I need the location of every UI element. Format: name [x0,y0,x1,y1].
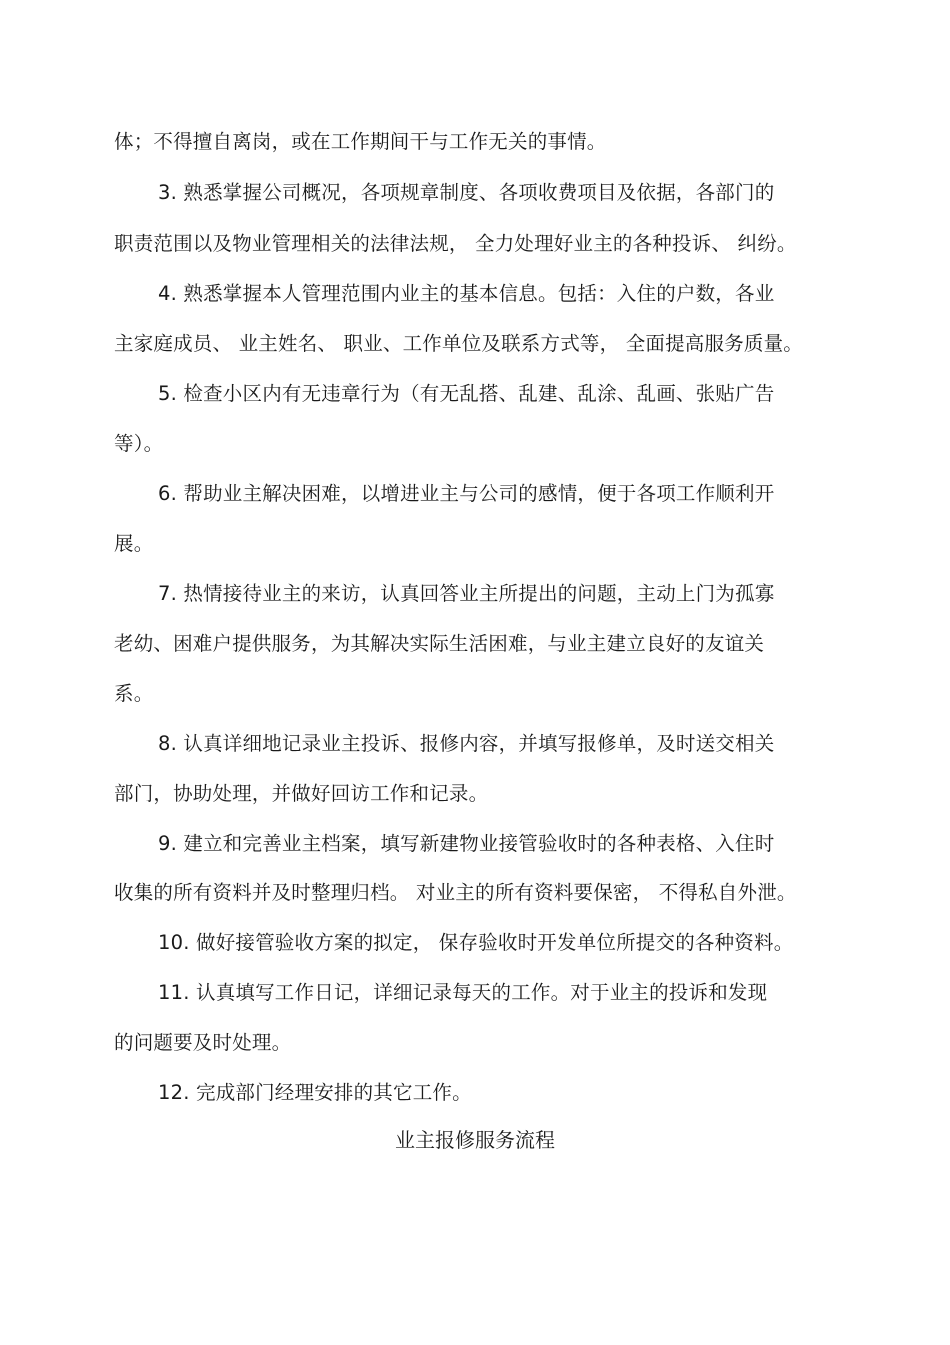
list-item-7-line-2: 老幼、困难户提供服务，为其解决实际生活困难，与业主建立良好的友谊关 [114,632,765,655]
paragraph-line: 体；不得擅自离岗，或在工作期间干与工作无关的事情。 [114,130,607,153]
list-item-9-line-1: 9. 建立和完善业主档案，填写新建物业接管验收时的各种表格、入住时 [158,832,775,855]
list-item-8-line-1: 8. 认真详细地记录业主投诉、报修内容，并填写报修单，及时送交相关 [158,732,775,755]
list-item-9-line-2: 收集的所有资料并及时整理归档。 对业主的所有资料要保密， 不得私自外泄。 [114,881,797,904]
list-item-7-line-3: 系。 [114,682,154,705]
list-item-4-line-1: 4. 熟悉掌握本人管理范围内业主的基本信息。包括：入住的户数，各业 [158,282,775,305]
list-item-7-line-1: 7. 热情接待业主的来访，认真回答业主所提出的问题，主动上门为孤寡 [158,582,775,605]
list-item-12-line-1: 12. 完成部门经理安排的其它工作。 [158,1081,472,1104]
list-item-10-line-1: 10. 做好接管验收方案的拟定， 保存验收时开发单位所提交的各种资料。 [158,931,794,954]
list-item-11-line-2: 的问题要及时处理。 [114,1031,292,1054]
list-item-6-line-2: 展。 [114,532,154,555]
list-item-3-line-2: 职责范围以及物业管理相关的法律法规， 全力处理好业主的各种投诉、 纠纷。 [114,232,797,255]
list-item-5-line-1: 5. 检查小区内有无违章行为（有无乱搭、乱建、乱涂、乱画、张贴广告 [158,382,775,405]
list-item-5-line-2: 等）。 [114,432,164,455]
section-title: 业主报修服务流程 [395,1128,555,1152]
list-item-11-line-1: 11. 认真填写工作日记，详细记录每天的工作。对于业主的投诉和发现 [158,981,768,1004]
list-item-4-line-2: 主家庭成员、 业主姓名、 职业、工作单位及联系方式等， 全面提高服务质量。 [114,332,803,355]
list-item-6-line-1: 6. 帮助业主解决困难，以增进业主与公司的感情，便于各项工作顺利开 [158,482,775,505]
list-item-3-line-1: 3. 熟悉掌握公司概况，各项规章制度、各项收费项目及依据，各部门的 [158,181,775,204]
list-item-8-line-2: 部门，协助处理，并做好回访工作和记录。 [114,782,489,805]
